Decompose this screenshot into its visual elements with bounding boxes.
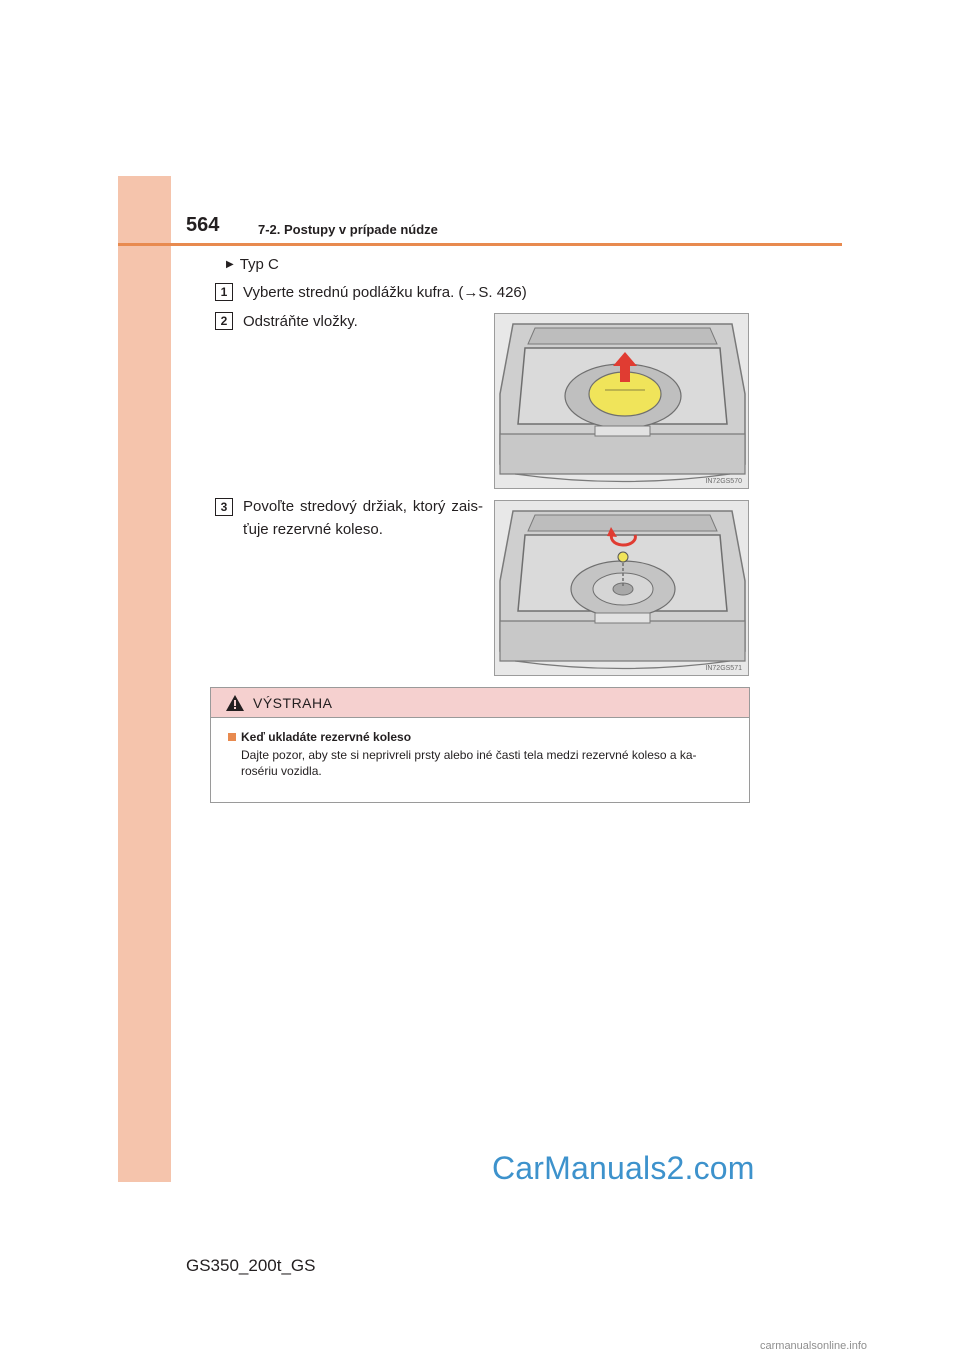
trunk-illustration-1 (495, 314, 749, 489)
figure-code: IN72GS571 (705, 665, 742, 672)
warning-text-line2: rosériu vozidla. (241, 764, 322, 778)
warning-title: VÝSTRAHA (253, 694, 333, 711)
warning-subheading-text: Keď ukladáte rezervné koleso (241, 730, 412, 744)
triangle-bullet-icon: ▶ (226, 259, 234, 270)
footer-model-code: GS350_200t_GS (186, 1256, 316, 1275)
step-text-1: Vyberte strednú podlážku kufra. (→S. 426) (243, 284, 527, 301)
step-number-2: 2 (215, 312, 233, 330)
chapter-sidebar-tab (118, 176, 171, 1182)
warning-body (211, 718, 749, 779)
type-label-line (226, 256, 279, 273)
step-text-3-line2: ťuje rezervné koleso. (243, 521, 383, 538)
figure-code: IN72GS570 (705, 478, 742, 485)
square-bullet-icon (228, 733, 236, 741)
step-text-2: Odstráňte vložky. (243, 313, 358, 330)
warning-header (211, 688, 749, 718)
section-title: 7-2. Postupy v prípade núdze (258, 222, 438, 237)
warning-triangle-icon (225, 694, 245, 712)
header-rule (118, 243, 842, 246)
site-watermark: carmanualsonline.info (760, 1340, 868, 1352)
warning-text-line1: Dajte pozor, aby ste si neprivreli prsty alebo iné časti tela medzi rezervné koleso a ka- (241, 748, 697, 762)
trunk-illustration-2 (495, 501, 749, 676)
step-text-3-line1: Povoľte stredový držiak, ktorý zais- (243, 498, 483, 515)
type-label: Typ C (239, 256, 279, 273)
warning-box (210, 687, 750, 803)
step-number-3: 3 (215, 498, 233, 516)
step-number-1: 1 (215, 283, 233, 301)
figure-trunk-loosen-bolt (494, 500, 749, 676)
figure-trunk-remove-insert (494, 313, 749, 489)
page-number: 564 (186, 214, 220, 236)
warning-subheading (228, 730, 735, 744)
watermark-logo: CarManuals2.com (492, 1150, 755, 1186)
